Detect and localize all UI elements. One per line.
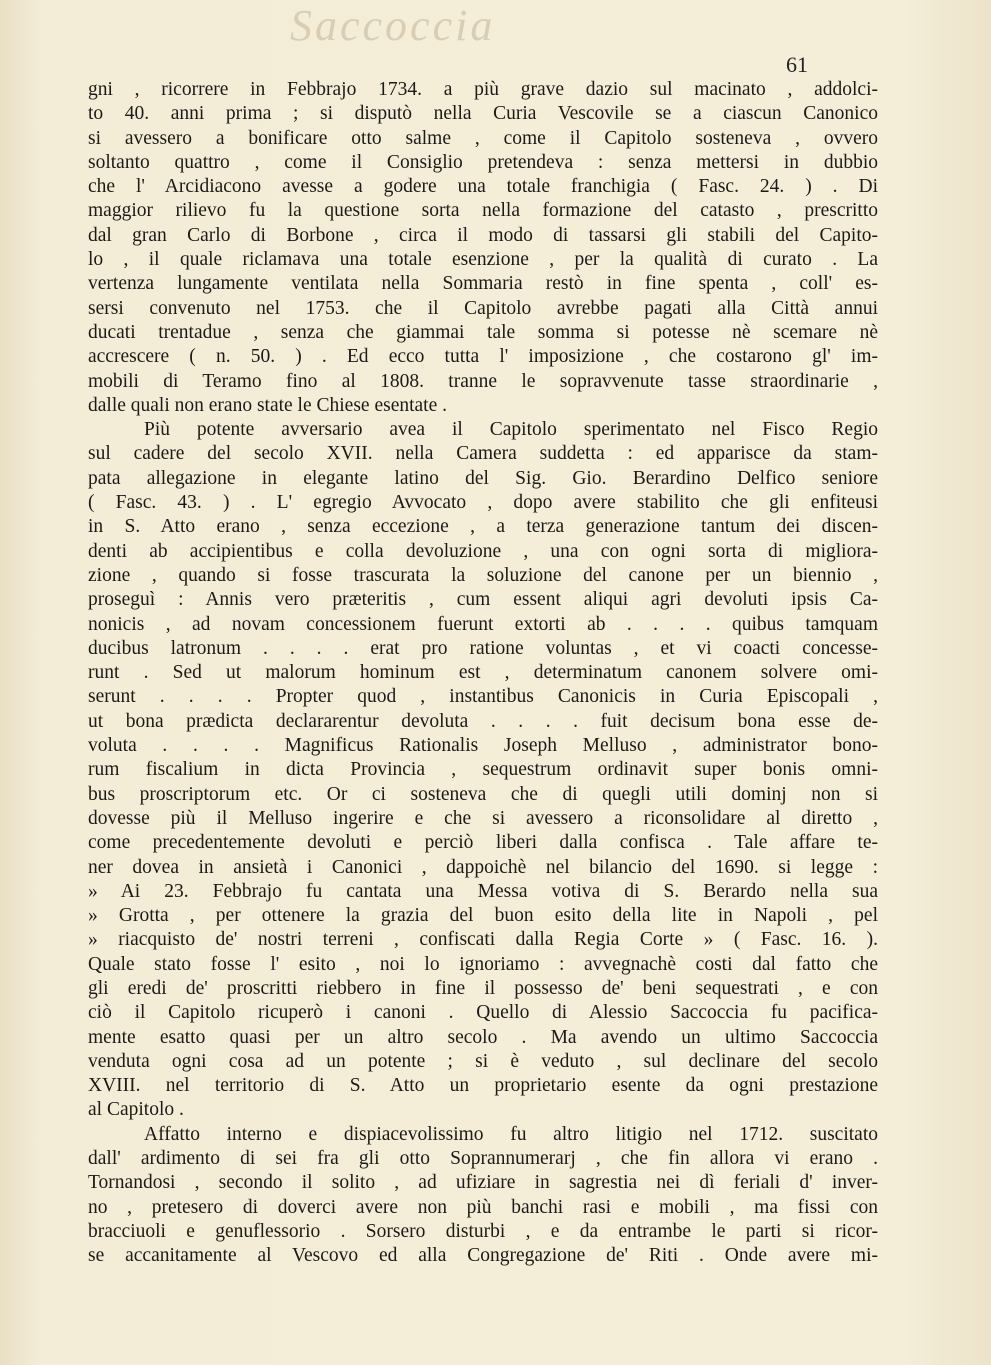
- text-line: dalle quali non erano state le Chiese esentate .: [88, 394, 447, 416]
- text-line: mobili di Teramo fino al 1808. tranne le sopravvenute tasse straordinarie ,: [88, 370, 878, 392]
- text-line: soltanto quattro , come il Consiglio pretendeva : senza mettersi in dubbio: [88, 151, 878, 173]
- text-line: proseguì : Annis vero præteritis , cum essent aliqui agri devoluti ipsis Ca-: [88, 589, 878, 611]
- text-line: dal gran Carlo di Borbone , circa il modo di tassarsi gli stabili del Capito-: [88, 224, 878, 246]
- ownership-stamp: Saccoccia: [290, 1, 496, 50]
- text-line: rum fiscalium in dicta Provincia , sequestrum ordinavit super bonis omni-: [88, 759, 878, 781]
- text-line: voluta . . . . Magnificus Rationalis Joseph Melluso , administrator bono-: [88, 735, 878, 757]
- text-line: che l' Arcidiacono avesse a godere una totale franchigia ( Fasc. 24. ) . Di: [88, 176, 878, 198]
- text-line: ducati trentadue , senza che giammai tale somma si potesse nè scemare nè: [88, 321, 878, 343]
- text-line: Tornandosi , secondo il solito , ad ufiziare in sagrestia nei dì feriali d' inver-: [88, 1172, 878, 1194]
- text-line: gni , ricorrere in Febbrajo 1734. a più grave dazio sul macinato , addolci-: [88, 79, 878, 100]
- text-line: si avessero a bonificare otto salme , come il Capitolo sosteneva , ovvero: [88, 127, 878, 149]
- text-line: come precedentemente devoluti e perciò liberi dalla confisca . Tale affare te-: [88, 832, 878, 854]
- text-line: dovesse più il Melluso ingerire e che si avessero a riconsolidare al diretto ,: [88, 807, 878, 829]
- text-line: maggior rilievo fu la questione sorta nella formazione del catasto , prescritto: [88, 200, 878, 222]
- text-line: to 40. anni prima ; si disputò nella Curia Vescovile se a ciascun Canonico: [88, 103, 878, 125]
- text-line: » Grotta , per ottenere la grazia del buon esito della lite in Napoli , pel: [88, 905, 878, 927]
- text-line: gli eredi de' proscritti riebbero in fine il possesso de' beni sequestrati , e con: [88, 977, 878, 999]
- text-line: vertenza lungamente ventilata nella Sommaria restò in fine spenta , coll' es-: [88, 273, 878, 295]
- text-line: runt . Sed ut malorum hominum est , determinatum canonem solvere omi-: [88, 662, 878, 684]
- text-line: serunt . . . . Propter quod , instantibus Canonicis in Curia Episcopali ,: [88, 686, 878, 708]
- paragraph-first-line: Affatto interno e dispiacevolissimo fu altro litigio nel 1712. suscitato: [144, 1123, 878, 1145]
- text-line: mente esatto quasi per un altro secolo . Ma avendo un ultimo Saccoccia: [88, 1026, 878, 1048]
- text-line: dall' ardimento di sei fra gli otto Soprannumerarj , che fin allora vi erano .: [88, 1148, 878, 1170]
- text-line: ciò il Capitolo ricuperò i canoni . Quello di Alessio Saccoccia fu pacifica-: [88, 1002, 878, 1024]
- text-line: nonicis , ad novam concessionem fuerunt extorti ab . . . . quibus tamquam: [88, 613, 878, 635]
- text-line: ducibus latronum . . . . erat pro ratione voluntas , et vi coacti concesse-: [88, 637, 878, 659]
- text-line: sersi convenuto nel 1753. che il Capitolo avrebbe pagati alla Città annui: [88, 297, 878, 319]
- text-line: in S. Atto erano , senza eccezione , a terza generazione tantum dei discen-: [88, 516, 878, 538]
- text-line: no , pretesero di doverci avere non più banchi rasi e mobili , ma fissi con: [88, 1196, 878, 1218]
- text-line: denti ab accipientibus e colla devoluzione , una con ogni sorta di migliora-: [88, 540, 878, 562]
- text-line: bus proscriptorum etc. Or ci sosteneva che di quegli utili dominj non si: [88, 783, 878, 805]
- page-number: 61: [786, 52, 808, 77]
- text-line: se accanitamente al Vescovo ed alla Congregazione de' Riti . Onde avere mi-: [88, 1245, 878, 1267]
- body-text: [88, 78, 878, 1269]
- text-line: XVIII. nel territorio di S. Atto un proprietario esente da ogni prestazione: [88, 1075, 878, 1097]
- text-line: zione , quando si fosse trascurata la soluzione del canone per un biennio ,: [88, 564, 878, 586]
- text-line: sul cadere del secolo XVII. nella Camera suddetta : ed apparisce da stam-: [88, 443, 878, 465]
- text-line: ut bona prædicta declararentur devoluta . . . . fuit decisum bona esse de-: [88, 710, 878, 732]
- text-line: venduta ogni cosa ad un potente ; si è veduto , sul declinare del secolo: [88, 1050, 878, 1072]
- text-line: » Ai 23. Febbrajo fu cantata una Messa votiva di S. Berardo nella sua: [88, 880, 878, 902]
- paragraph-first-line: Più potente avversario avea il Capitolo sperimentato nel Fisco Regio: [144, 419, 878, 441]
- text-line: bracciuoli e genuflessorio . Sorsero disturbi , e da entrambe le parti si ricor-: [88, 1220, 878, 1242]
- text-line: » riacquisto de' nostri terreni , confiscati dalla Regia Corte » ( Fasc. 16. ).: [88, 929, 878, 951]
- text-line: pata allegazione in elegante latino del Sig. Gio. Berardino Delfico seniore: [88, 467, 878, 489]
- text-line: al Capitolo .: [88, 1099, 184, 1121]
- text-line: Quale stato fosse l' esito , noi lo ignoriamo : avvegnachè costi dal fatto che: [88, 953, 878, 975]
- text-line: lo , il quale riclamava una totale esenzione , per la qualità di curato . La: [88, 249, 878, 271]
- text-line: ( Fasc. 43. ) . L' egregio Avvocato , dopo avere stabilito che gli enfiteusi: [88, 492, 878, 514]
- text-line: ner dovea in ansietà i Canonici , dappoichè nel bilancio del 1690. si legge :: [88, 856, 878, 878]
- text-line: accrescere ( n. 50. ) . Ed ecco tutta l' imposizione , che costarono gl' im-: [88, 346, 878, 368]
